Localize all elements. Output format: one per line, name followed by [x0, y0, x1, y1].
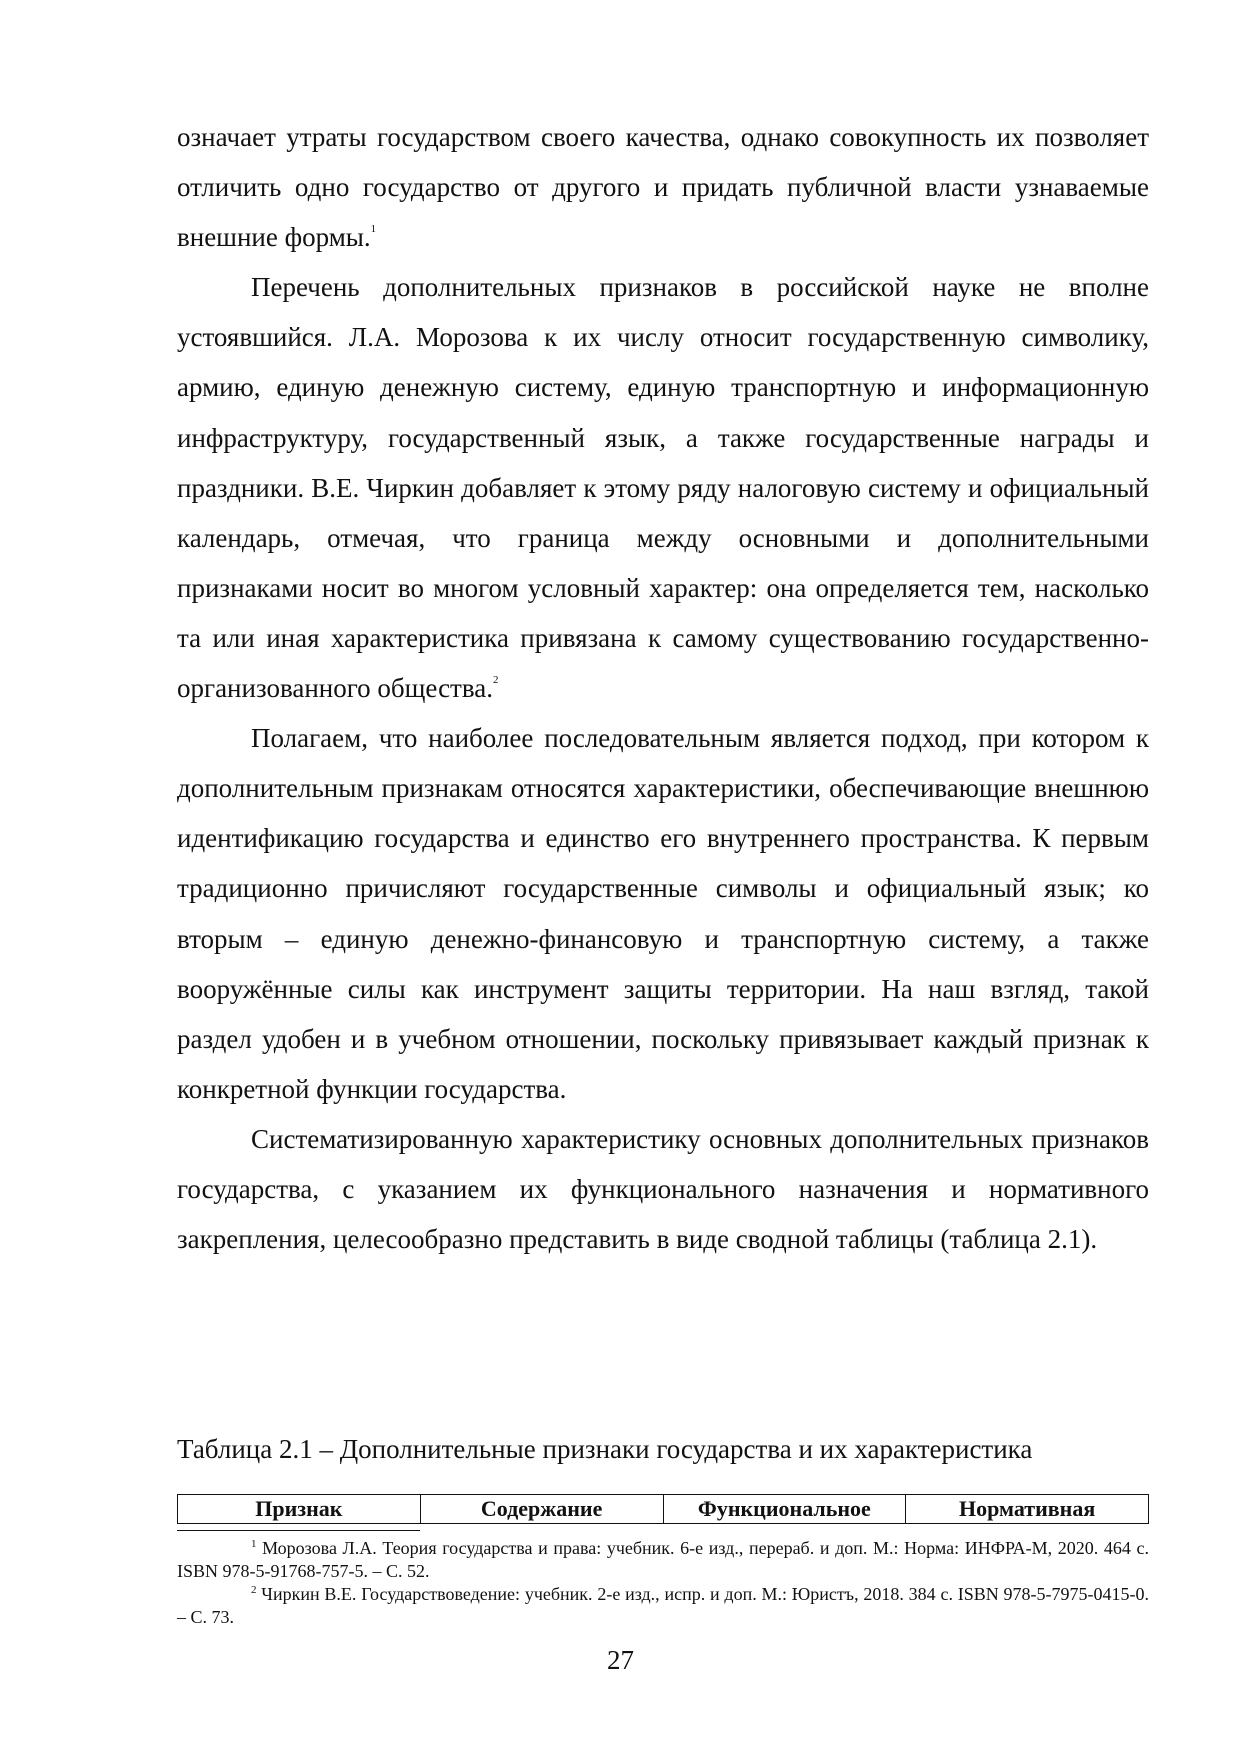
page-number: 27	[607, 1645, 634, 1675]
footnote	[177, 1583, 1149, 1629]
table-header-cell: Функциональное	[663, 1495, 906, 1524]
table-header-cell: Содержание	[420, 1495, 663, 1524]
paragraph-continuation	[177, 112, 1149, 262]
table-header-cell: Нормативная	[906, 1495, 1149, 1524]
table-header-cell: Признак	[178, 1495, 421, 1524]
footnote-text: Морозова Л.А. Теория государства и права: учебник. 6-е изд., перераб. и доп. М.: Норма: ИНФРА-М, 2020. 464 с. ISBN 978-5-91768-757-5. – С. 52.	[177, 1538, 1149, 1581]
body-text	[177, 112, 1149, 1264]
footnote-reference: 1	[370, 223, 377, 236]
paragraph-text: означает утраты государством своего качества, однако совокупность их позволяет отличить одно государство от другого и придать публичной власти узнаваемые внешние формы.	[177, 122, 1149, 253]
data-table	[177, 1494, 1149, 1524]
footnote-number: 1	[251, 1538, 257, 1550]
footnote-reference: 2	[492, 674, 499, 687]
paragraph-text: Перечень дополнительных признаков в российской науке не вполне устоявшийся. Л.А. Морозова к их числу относит государственную символику, армию, единую денежную систему, единую транспортную и информационную инфраструктуру, государственный язык, а также государственные награды и праздники. В.Е. Чиркин добавляет к этому ряду налоговую систему и официальный календарь, отмечая, что граница между основными и дополнительными признаками носит во многом условный характер: она определяется тем, насколько та или иная характеристика привязана к самому существованию государственно-организованного общества.	[177, 272, 1149, 704]
paragraph	[177, 262, 1149, 713]
footnote	[177, 1537, 1149, 1583]
table-caption: Таблица 2.1 – Дополнительные признаки государства и их характеристика	[177, 1434, 1033, 1464]
footnote-text: Чиркин В.Е. Государствоведение: учебник. 2-е изд., испр. и доп. М.: Юристъ, 2018. 384 с. ISBN 978-5-7975-0415-0. – С. 73.	[177, 1584, 1150, 1627]
paragraph: Систематизированную характеристику основных дополнительных признаков государства, с указанием их функционального назначения и нормативного закрепления, целесообразно представить в виде сводной таблицы (таблица 2.1).	[177, 1123, 1149, 1255]
paragraph: Полагаем, что наиболее последовательным является подход, при котором к дополнительным признакам относятся характеристики, обеспечивающие внешнюю идентификацию государства и единство его внутреннего пространства. К первым традиционно причисляют государственные символы и официальный язык; ко вторым – единую денежно-финансовую и транспортную систему, а также вооружённые силы как инструмент защиты территории. На наш взгляд, такой раздел удобен и в учебном отношении, поскольку привязывает каждый признак к конкретной функции государства.	[177, 723, 1149, 1104]
footnotes	[177, 1537, 1149, 1629]
footnote-separator	[177, 1530, 420, 1531]
table-header-row	[178, 1495, 1149, 1524]
footnote-number: 2	[251, 1584, 257, 1596]
